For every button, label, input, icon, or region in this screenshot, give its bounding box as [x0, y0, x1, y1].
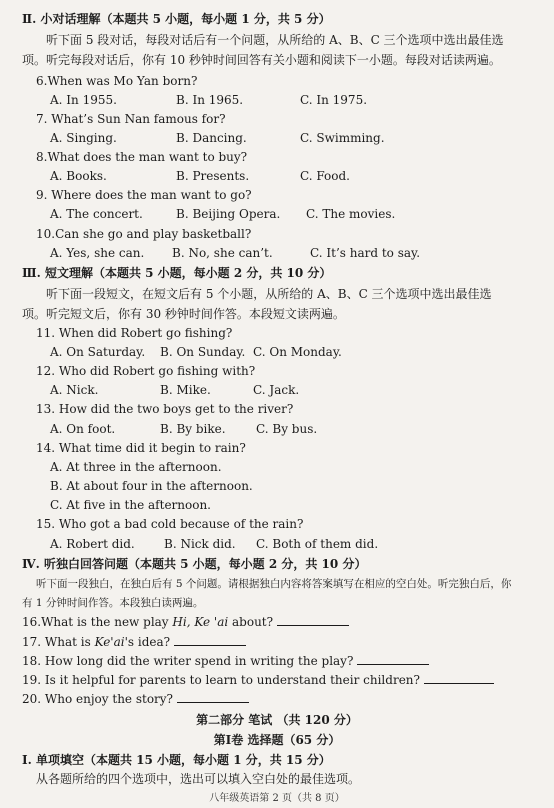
- question-11: 11. When did Robert go fishing?: [36, 326, 233, 340]
- q12-option-c: C. Jack.: [253, 383, 300, 397]
- q6-option-c: C. In 1975.: [300, 93, 368, 107]
- answer-blank[interactable]: [357, 652, 429, 665]
- question-12: 12. Who did Robert go fishing with?: [36, 364, 256, 378]
- q7-option-a: A. Singing.: [50, 131, 117, 145]
- question-14: 14. What time did it begin to rain?: [36, 441, 246, 455]
- question-10: 10.Can she go and play basketball?: [36, 227, 252, 241]
- q15-option-c: C. Both of them did.: [256, 537, 379, 551]
- question-18: 18. How long did the writer spend in writing the play?: [22, 652, 429, 671]
- q11-option-c: C. On Monday.: [253, 345, 342, 359]
- q8-option-a: A. Books.: [50, 169, 107, 183]
- question-9: 9. Where does the man want to go?: [36, 188, 252, 202]
- question-16: 16.What is the new play Hi, Ke 'ai about?: [22, 613, 349, 632]
- q13-option-c: C. By bus.: [256, 422, 318, 436]
- q8-option-c: C. Food.: [300, 169, 350, 183]
- page-footer: 八年级英语第 2 页（共 8 页）: [209, 793, 345, 804]
- q11-option-b: B. On Sunday.: [160, 345, 246, 359]
- question-15: 15. Who got a bad cold because of the rain?: [36, 517, 304, 531]
- section-2-instruction-line2: 项。听完每段对话后，你有 10 秒钟时间回答有关小题和阅读下一小题。每段对话读两遍。: [22, 53, 501, 67]
- q13-option-b: B. By bike.: [160, 422, 226, 436]
- question-8: 8.What does the man want to buy?: [36, 150, 248, 164]
- section-4-title: Ⅳ. 听独白回答问题（本题共 5 小题，每小题 2 分，共 10 分）: [22, 557, 367, 571]
- question-20: 20. Who enjoy the story?: [22, 690, 249, 709]
- q14-option-b: B. At about four in the afternoon.: [50, 479, 253, 493]
- section-3-instruction-line2: 项。听完短文后，你有 30 秒钟时间作答。本段短文读两遍。: [22, 307, 345, 321]
- question-7: 7. What’s Sun Nan famous for?: [36, 112, 226, 126]
- q9-option-b: B. Beijing Opera.: [176, 207, 281, 221]
- answer-blank[interactable]: [177, 690, 249, 703]
- q7-option-c: C. Swimming.: [300, 131, 385, 145]
- q9-option-c: C. The movies.: [306, 207, 396, 221]
- question-6: 6.When was Mo Yan born?: [36, 74, 198, 88]
- section-4-instruction-line1: 听下面一段独白，在独白后有 5 个问题。请根据独白内容将答案填写在相应的空白处。听完独白后，你: [36, 578, 512, 590]
- answer-blank[interactable]: [424, 671, 494, 684]
- section-3-instruction-line1: 听下面一段短文，在短文后有 5 个小题，从所给的 A、B、C 三个选项中选出最佳选: [46, 287, 492, 301]
- q13-option-a: A. On foot.: [50, 422, 116, 436]
- q9-option-a: A. The concert.: [50, 207, 143, 221]
- question-19: 19. Is it helpful for parents to learn to understand their children?: [22, 671, 494, 690]
- q14-option-a: A. At three in the afternoon.: [50, 460, 222, 474]
- part-2-section-1-title: Ⅰ. 单项填空（本题共 15 小题，每小题 1 分，共 15 分）: [22, 753, 331, 767]
- section-4-instruction-line2: 有 1 分钟时间作答。本段独白读两遍。: [22, 597, 204, 609]
- section-2-title: Ⅱ. 小对话理解（本题共 5 小题，每小题 1 分，共 5 分）: [22, 12, 331, 26]
- q14-option-c: C. At five in the afternoon.: [50, 498, 211, 512]
- answer-blank[interactable]: [174, 633, 246, 646]
- q12-option-a: A. Nick.: [50, 383, 99, 397]
- q8-option-b: B. Presents.: [176, 169, 250, 183]
- q15-option-b: B. Nick did.: [164, 537, 236, 551]
- q6-option-a: A. In 1955.: [50, 93, 117, 107]
- q15-option-a: A. Robert did.: [50, 537, 135, 551]
- question-13: 13. How did the two boys get to the river?: [36, 402, 294, 416]
- q6-option-b: B. In 1965.: [176, 93, 244, 107]
- part-2-title: 第二部分 笔试 （共 120 分）: [196, 713, 358, 727]
- question-17: 17. What is Ke'ai's idea?: [22, 633, 246, 652]
- answer-blank[interactable]: [277, 613, 349, 626]
- volume-1-title: 第Ⅰ卷 选择题（65 分）: [213, 733, 341, 747]
- q11-option-a: A. On Saturday.: [50, 345, 146, 359]
- q10-option-b: B. No, she can’t.: [172, 246, 273, 260]
- part-2-section-1-instruction: 从各题所给的四个选项中，选出可以填入空白处的最佳选项。: [36, 772, 361, 786]
- q10-option-a: A. Yes, she can.: [50, 246, 145, 260]
- q10-option-c: C. It’s hard to say.: [310, 246, 421, 260]
- q12-option-b: B. Mike.: [160, 383, 211, 397]
- section-3-title: Ⅲ. 短文理解（本题共 5 小题，每小题 2 分，共 10 分）: [22, 266, 332, 280]
- q7-option-b: B. Dancing.: [176, 131, 247, 145]
- section-2-instruction-line1: 听下面 5 段对话，每段对话后有一个问题，从所给的 A、B、C 三个选项中选出最佳选: [46, 33, 504, 47]
